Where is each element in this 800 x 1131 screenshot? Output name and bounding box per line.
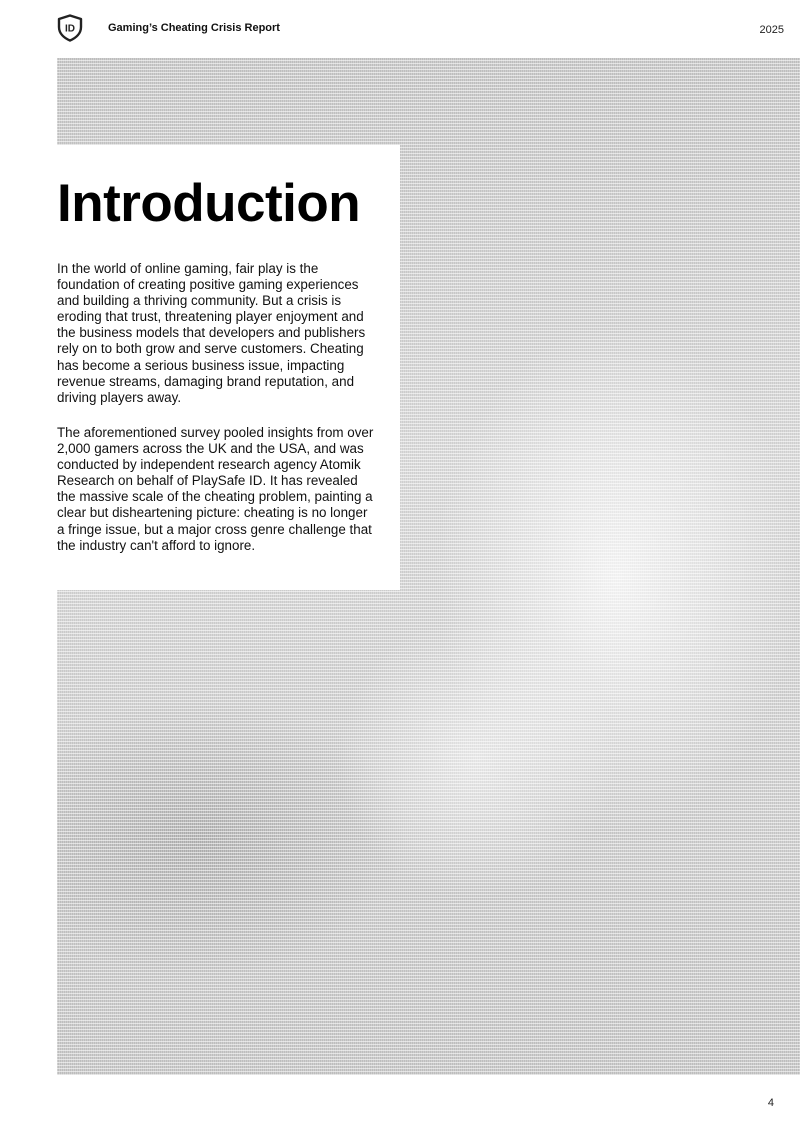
intro-paragraph-1: In the world of online gaming, fair play is the foundation of creating positive gaming experiences and building a thriving community. But a crisis is eroding that trust, threatening player enjoyment and the business models that developers and publishers rely on to both grow and serve customers. Cheating has become a serious business issue, impacting revenue streams, damaging brand reputation, and driving players away.: [57, 261, 366, 405]
section-title: Introduction: [57, 174, 361, 233]
report-year: 2025: [759, 24, 784, 36]
svg-text:ID: ID: [65, 23, 75, 35]
shield-id-icon: [57, 14, 83, 42]
intro-paragraph-2: The aforementioned survey pooled insights from over 2,000 gamers across the UK and the USA, and was conducted by independent research agency Atomik Research on behalf of PlaySafe ID. It has revealed the massive scale of the cheating problem, painting a clear but disheartening picture: cheating is no longer a fringe issue, but a major cross genre challenge that the industry can't afford to ignore.: [57, 425, 374, 553]
report-title: Gaming’s Cheating Crisis Report: [108, 22, 280, 34]
page-number: 4: [767, 1097, 774, 1109]
